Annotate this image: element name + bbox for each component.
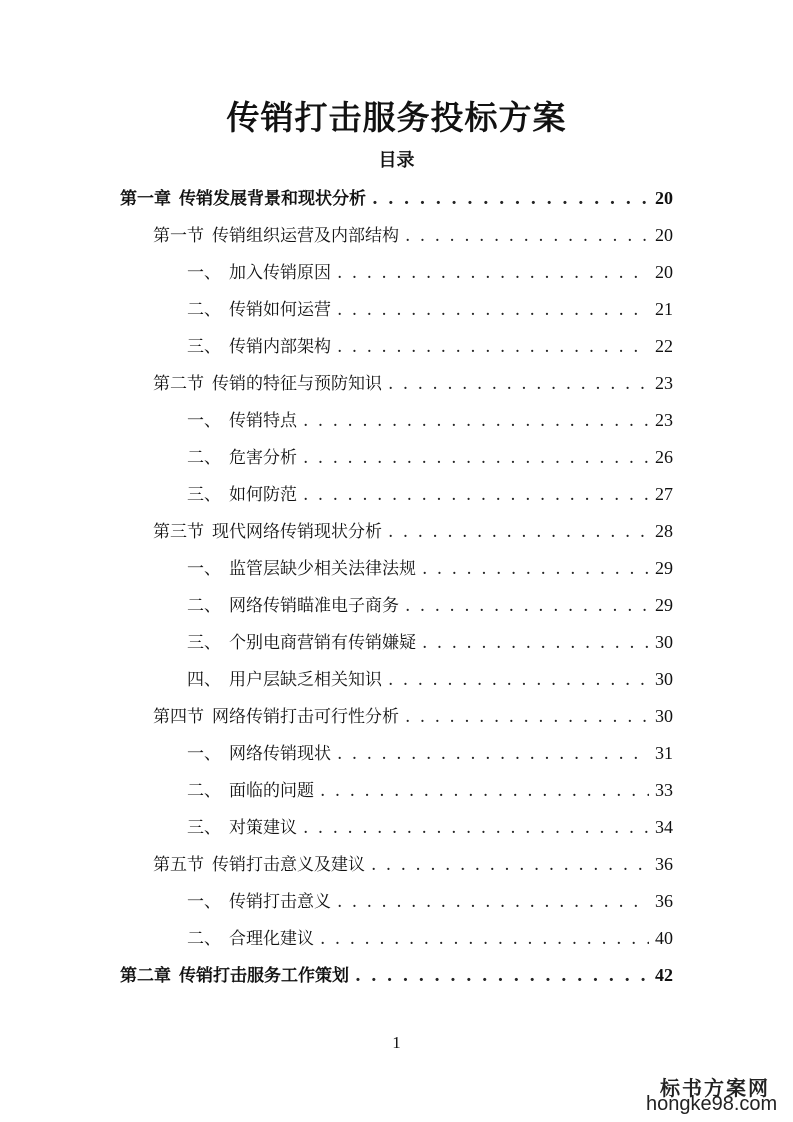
toc-entry-text: 传销内部架构: [229, 337, 331, 357]
toc-page-number: 31: [655, 743, 673, 763]
toc-entry-subsection[interactable]: 二、 危害分析 . . . 26: [187, 439, 673, 476]
toc-entry-subsection[interactable]: 二、 合理化建议 . . . 40: [187, 920, 673, 957]
toc-entry-text: 传销发展背景和现状分析: [179, 189, 366, 209]
toc-page-number: 34: [655, 817, 673, 837]
toc-entry-section[interactable]: 第二节 传销的特征与预防知识 . . . 23: [153, 365, 673, 402]
toc-entry-text: 网络传销现状: [229, 744, 331, 764]
toc-page-number: 30: [655, 669, 673, 689]
toc-entry-chapter-1[interactable]: 第一章 传销发展背景和现状分析 . . . 20: [120, 180, 673, 217]
toc-page-number: 23: [655, 410, 673, 430]
toc-entry-text: 监管层缺少相关法律法规: [229, 559, 416, 579]
toc-entry-subsection[interactable]: 三、 如何防范 . . . 27: [187, 476, 673, 513]
toc-entry-text: 网络传销瞄准电子商务: [229, 596, 399, 616]
toc-heading: 目录: [378, 150, 415, 171]
toc-entry-subsection[interactable]: 三、 对策建议 . . . 34: [187, 809, 673, 846]
toc-entry-subsection[interactable]: 一、 传销特点 . . . 23: [187, 402, 673, 439]
toc-page-number: 23: [655, 373, 673, 393]
toc-leader-dots: [303, 403, 649, 440]
toc-leader-dots: [405, 218, 649, 255]
toc-entry-subsection[interactable]: 一、 监管层缺少相关法律法规 . . . 29: [187, 550, 673, 587]
toc-leader-dots: [355, 958, 649, 995]
toc-page-number: 29: [655, 558, 673, 578]
toc-entry-text: 传销特点: [229, 411, 297, 431]
toc-entry-subsection[interactable]: 二、 传销如何运营 . . . 21: [187, 291, 673, 328]
toc-leader-dots: [303, 810, 649, 847]
toc-leader-dots: [303, 440, 649, 477]
toc-entry-text: 如何防范: [229, 485, 297, 505]
toc-page-number: 21: [655, 299, 673, 319]
toc-leader-dots: [372, 181, 649, 218]
toc-leader-dots: [337, 329, 649, 366]
toc-leader-dots: [337, 292, 649, 329]
document-title: 传销打击服务投标方案: [226, 98, 567, 137]
toc-page-number: 42: [655, 965, 673, 985]
toc-leader-dots: [405, 588, 649, 625]
toc-entry-chapter-2[interactable]: 第二章 传销打击服务工作策划 . . . 42: [120, 957, 673, 994]
toc-entry-subsection[interactable]: 一、 加入传销原因 . . . 20: [187, 254, 673, 291]
toc-entry-section[interactable]: 第四节 网络传销打击可行性分析 . . . 30: [153, 698, 673, 735]
toc-page-number: 36: [655, 891, 673, 911]
toc-leader-dots: [388, 514, 649, 551]
toc-entry-text: 用户层缺乏相关知识: [229, 670, 382, 690]
toc-entry-subsection[interactable]: 三、 个别电商营销有传销嫌疑 . . . 30: [187, 624, 673, 661]
toc-entry-text: 传销打击意义: [229, 892, 331, 912]
toc-leader-dots: [337, 884, 649, 921]
toc-entry-subsection[interactable]: 二、 面临的问题 . . . 33: [187, 772, 673, 809]
watermark-url: hongke98.com: [646, 1093, 778, 1115]
toc-leader-dots: [371, 847, 649, 884]
toc-entry-text: 传销的特征与预防知识: [212, 374, 382, 394]
toc-leader-dots: [388, 662, 649, 699]
toc-entry-text: 现代网络传销现状分析: [212, 522, 382, 542]
toc-page-number: 22: [655, 336, 673, 356]
toc-page-number: 20: [655, 262, 673, 282]
toc-entry-text: 个别电商营销有传销嫌疑: [229, 633, 416, 653]
toc-entry-text: 传销如何运营: [229, 300, 331, 320]
toc-page-number: 36: [655, 854, 673, 874]
toc-entry-section[interactable]: 第三节 现代网络传销现状分析 . . . 28: [153, 513, 673, 550]
toc-leader-dots: [388, 366, 649, 403]
page-number: 1: [392, 1033, 401, 1052]
toc-leader-dots: [405, 699, 649, 736]
toc-leader-dots: [422, 625, 649, 662]
toc-entry-section[interactable]: 第一节 传销组织运营及内部结构 . . . 20: [153, 217, 673, 254]
toc-entry-subsection[interactable]: 三、 传销内部架构 . . . 22: [187, 328, 673, 365]
watermark-logo-text: 标书方案网: [660, 1076, 770, 1100]
toc-entry-section[interactable]: 第五节 传销打击意义及建议 . . . 36: [153, 846, 673, 883]
toc-leader-dots: [337, 736, 649, 773]
toc-entry-text: 合理化建议: [229, 929, 314, 949]
toc-page-number: 33: [655, 780, 673, 800]
toc-leader-dots: [337, 255, 649, 292]
toc-entry-text: 传销打击意义及建议: [212, 855, 365, 875]
toc-page-number: 20: [655, 225, 673, 245]
toc-page-number: 27: [655, 484, 673, 504]
toc-entry-text: 传销打击服务工作策划: [179, 966, 349, 986]
toc-page-number: 30: [655, 632, 673, 652]
toc-leader-dots: [303, 477, 649, 514]
toc-entry-text: 面临的问题: [229, 781, 314, 801]
toc-entry-text: 危害分析: [229, 448, 297, 468]
toc-entry-text: 对策建议: [229, 818, 297, 838]
toc-entry-subsection[interactable]: 二、 网络传销瞄准电子商务 . . . 29: [187, 587, 673, 624]
toc-entry-text: 加入传销原因: [229, 263, 331, 283]
toc-entry-text: 网络传销打击可行性分析: [212, 707, 399, 727]
toc-entry-text: 传销组织运营及内部结构: [212, 226, 399, 246]
toc-leader-dots: [320, 773, 649, 810]
toc-page-number: 30: [655, 706, 673, 726]
toc-page-number: 20: [655, 188, 673, 208]
toc-entry-subsection[interactable]: 四、 用户层缺乏相关知识 . . . 30: [187, 661, 673, 698]
toc-page-number: 29: [655, 595, 673, 615]
toc-page-number: 28: [655, 521, 673, 541]
toc-entry-subsection[interactable]: 一、 网络传销现状 . . . 31: [187, 735, 673, 772]
toc-leader-dots: [320, 921, 649, 958]
toc-page-number: 40: [655, 928, 673, 948]
toc-page-number: 26: [655, 447, 673, 467]
toc-leader-dots: [422, 551, 649, 588]
toc-entry-subsection[interactable]: 一、 传销打击意义 . . . 36: [187, 883, 673, 920]
